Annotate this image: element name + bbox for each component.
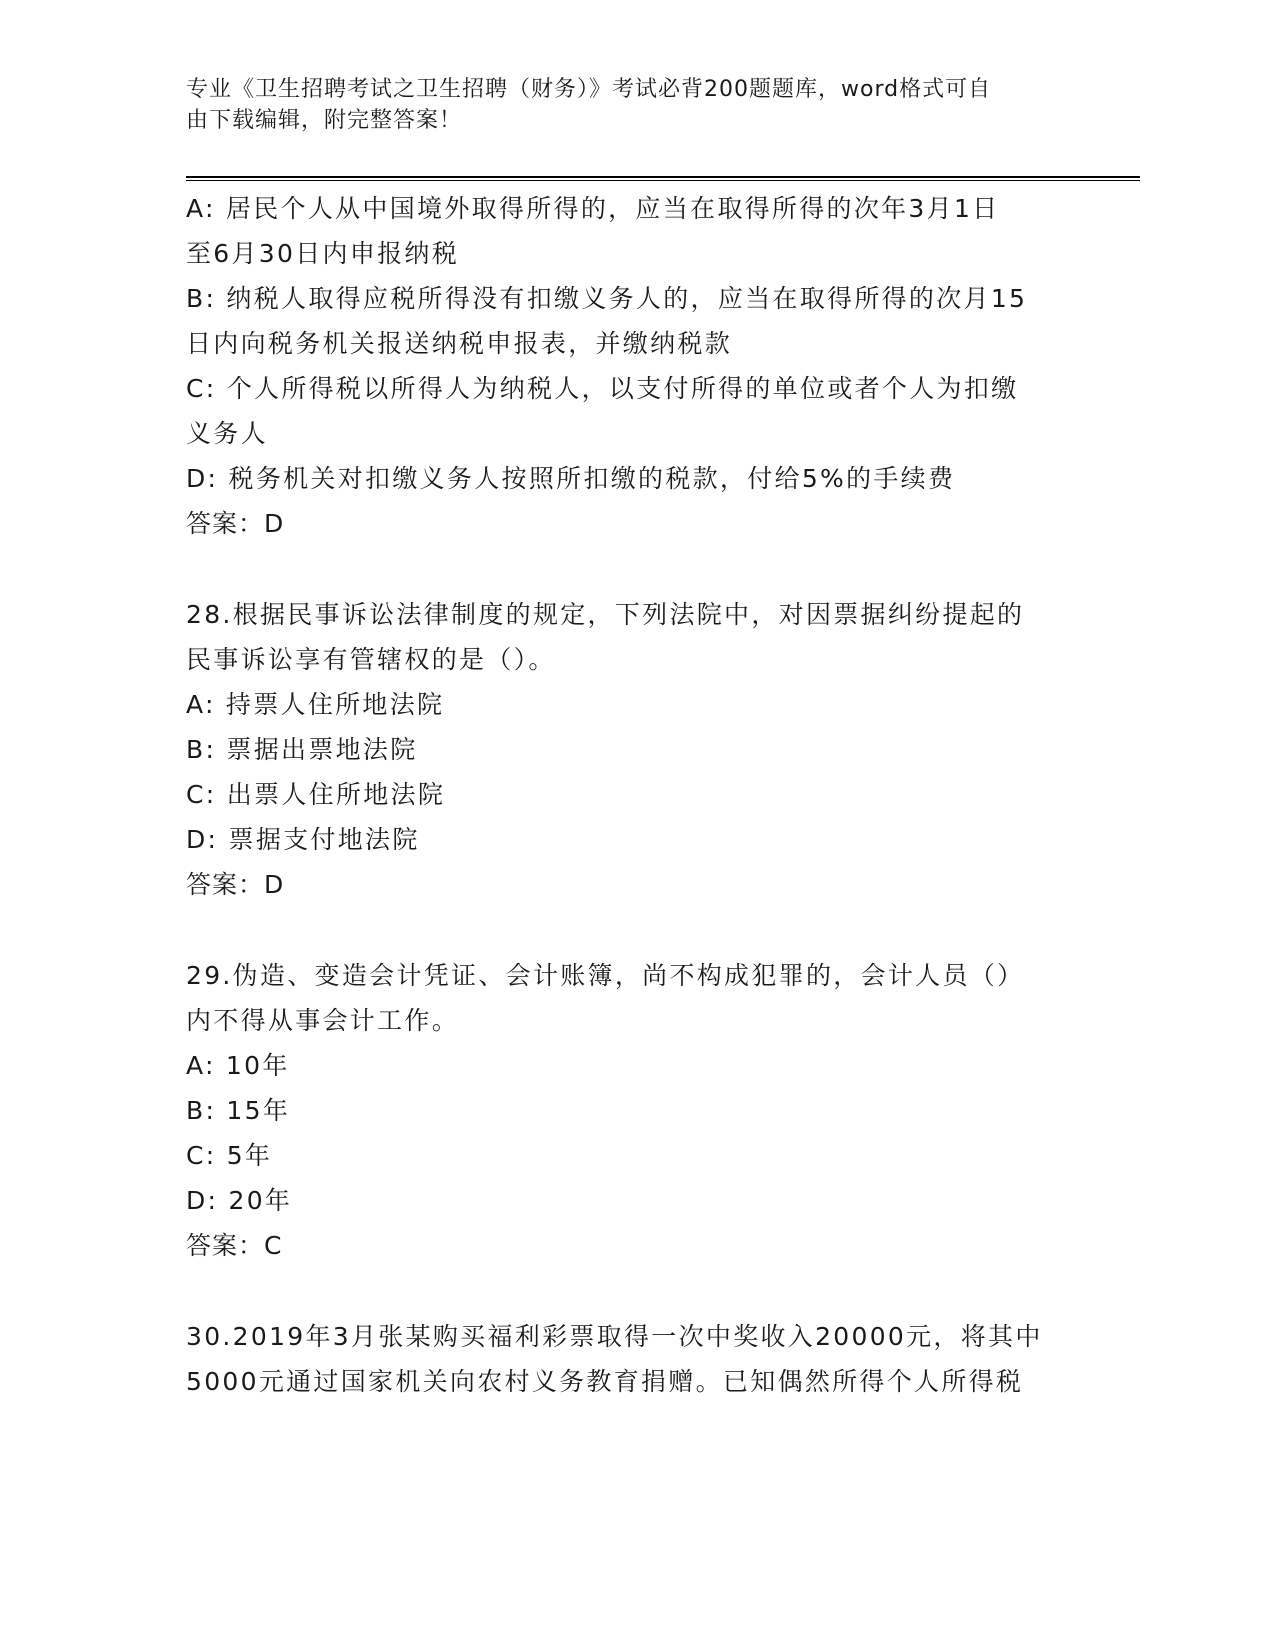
header-divider-thin: [186, 180, 1140, 181]
option-a-line-2: 至6月30日内申报纳税: [186, 239, 460, 268]
option-b: B: 票据出票地法院: [186, 735, 418, 764]
option-c-line-1: C: 个人所得税以所得人为纳税人，以支付所得的单位或者个人为扣缴: [186, 374, 1019, 403]
question-stem-line-1: 30.2019年3月张某购买福利彩票取得一次中奖收入20000元，将其中: [186, 1322, 1043, 1351]
question-29-block: [186, 953, 1086, 1268]
header-divider: [186, 176, 1140, 182]
option-c: C: 出票人住所地法院: [186, 780, 446, 809]
spacer: [186, 546, 1086, 592]
header-title-line-1: 专业《卫生招聘考试之卫生招聘（财务）》考试必背200题题库，word格式可自: [186, 77, 992, 102]
option-d: D: 20年: [186, 1186, 293, 1215]
option-b-line-2: 日内向税务机关报送纳税申报表，并缴纳税款: [186, 329, 733, 358]
option-b-line-1: B: 纳税人取得应税所得没有扣缴义务人的，应当在取得所得的次月15: [186, 284, 1028, 313]
answer: 答案：D: [186, 870, 285, 899]
spacer: [186, 1268, 1086, 1314]
option-d: D: 票据支付地法院: [186, 825, 420, 854]
option-d: D: 税务机关对扣缴义务人按照所扣缴的税款，付给5%的手续费: [186, 464, 956, 493]
question-stem-line-2: 内不得从事会计工作。: [186, 1006, 460, 1035]
option-b: B: 15年: [186, 1096, 291, 1125]
question-28-block: [186, 592, 1086, 907]
question-list: [186, 186, 1086, 1404]
question-stem-line-1: 29.伪造、变造会计凭证、会计账簿，尚不构成犯罪的，会计人员（）: [186, 961, 1025, 990]
spacer: [186, 907, 1086, 953]
header-divider-thick: [186, 176, 1140, 178]
question-stem-line-1: 28.根据民事诉讼法律制度的规定，下列法院中，对因票据纠纷提起的: [186, 600, 1025, 629]
document-header: [186, 74, 1066, 136]
answer: 答案：C: [186, 1231, 283, 1260]
question-30-block: [186, 1314, 1086, 1404]
header-title-line-2: 由下载编辑，附完整答案！: [186, 108, 463, 133]
question-27-block: [186, 186, 1086, 546]
option-c: C: 5年: [186, 1141, 273, 1170]
question-stem-line-2: 民事诉讼享有管辖权的是（）。: [186, 645, 556, 674]
answer: 答案：D: [186, 509, 285, 538]
option-a-line-1: A: 居民个人从中国境外取得所得的，应当在取得所得的次年3月1日: [186, 194, 1000, 223]
option-a: A: 持票人住所地法院: [186, 690, 445, 719]
question-stem-line-2: 5000元通过国家机关向农村义务教育捐赠。已知偶然所得个人所得税: [186, 1367, 1024, 1396]
option-c-line-2: 义务人: [186, 419, 268, 448]
option-a: A: 10年: [186, 1051, 290, 1080]
